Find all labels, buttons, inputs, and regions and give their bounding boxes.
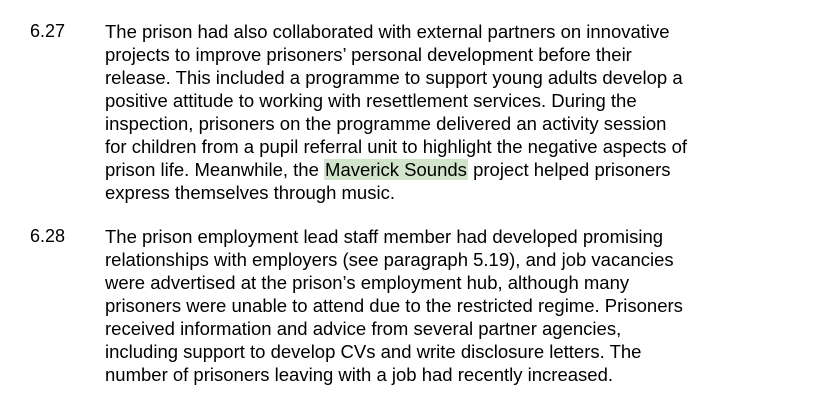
- text-line: inspection, prisoners on the programme delivered an activity session: [105, 113, 667, 134]
- text-segment: prison life. Meanwhile, the: [105, 159, 325, 180]
- text-line: express themselves through music.: [105, 182, 395, 203]
- text-line: projects to improve prisoners’ personal development before their: [105, 44, 632, 65]
- text-line: number of prisoners leaving with a job had recently increased.: [105, 364, 614, 385]
- text-line: positive attitude to working with resettlement services. During the: [105, 90, 637, 111]
- text-segment: project helped prisoners: [467, 159, 671, 180]
- text-line-with-highlight: [105, 158, 815, 181]
- text-line: The prison employment lead staff member had developed promising: [105, 226, 664, 247]
- paragraph-text: [105, 20, 815, 204]
- text-line: relationships with employers (see paragraph 5.19), and job vacancies: [105, 249, 674, 270]
- paragraph-text: [105, 225, 815, 386]
- text-line: were advertised at the prison’s employment hub, although many: [105, 272, 630, 293]
- text-line: prisoners were unable to attend due to the restricted regime. Prisoners: [105, 295, 683, 316]
- text-line: for children from a pupil referral unit to highlight the negative aspects of: [105, 136, 688, 157]
- text-line: including support to develop CVs and write disclosure letters. The: [105, 341, 642, 362]
- text-line: The prison had also collaborated with external partners on innovative: [105, 21, 670, 42]
- text-line: received information and advice from several partner agencies,: [105, 318, 622, 339]
- paragraph-number: 6.28: [30, 226, 66, 246]
- highlighted-text: Maverick Sounds: [325, 159, 467, 180]
- text-line: release. This included a programme to support young adults develop a: [105, 67, 683, 88]
- paragraph-number: 6.27: [30, 21, 66, 41]
